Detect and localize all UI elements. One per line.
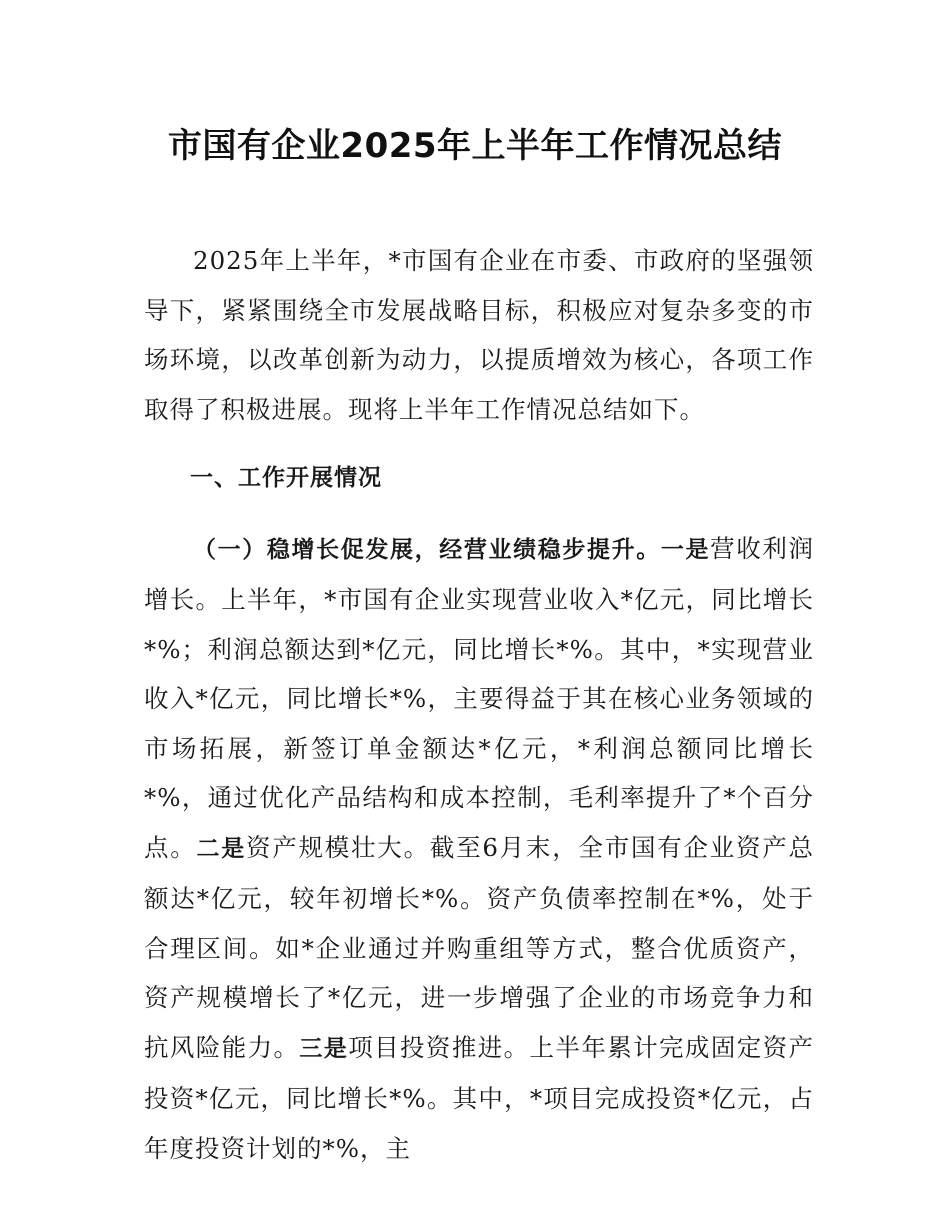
- point-3-text: 项目投资推进。上半年累计完成固定资产投资*亿元，同比增长*%。其中，*项目完成投资*亿元，占年度投资计划的*%，主: [144, 1032, 815, 1163]
- page-title: 市国有企业2025年上半年工作情况总结: [167, 126, 783, 166]
- point-2-text: 资产规模壮大。截至6月末，全市国有企业资产总额达*亿元，较年初增长*%。资产负债率控制在*%，处于合理区间。如*企业通过并购重组等方式，整合优质资产，资产规模增长了*亿元，进一步增强了企业的市场竞争力和抗风险能力。: [144, 832, 814, 1062]
- subsection-paragraph: [144, 524, 814, 1174]
- section-heading: 一、工作开展情况: [190, 465, 382, 491]
- subsection-lead: （一）稳增长促发展，经营业绩稳步提升。: [193, 536, 661, 563]
- point-2-label: 二是: [196, 835, 247, 862]
- point-1-text: 营收利润增长。上半年，*市国有企业实现营业收入*亿元，同比增长*%；利润总额达到*亿元，同比增长*%。其中，*实现营业收入*亿元，同比增长*%，主要得益于其在核心业务领域的市场拓展，新签订单金额达*亿元，*利润总额同比增长*%，通过优化产品结构和成本控制，毛利率提升了*个百分点。: [144, 533, 814, 862]
- document-body: [144, 236, 814, 1173]
- point-3-label: 三是: [299, 1035, 349, 1062]
- point-1-label: 一是: [660, 536, 711, 563]
- intro-paragraph: 2025年上半年，*市国有企业在市委、市政府的坚强领导下，紧紧围绕全市发展战略目标，积极应对复杂多变的市场环境，以改革创新为动力，以提质增效为核心，各项工作取得了积极进展。现将上半年工作情况总结如下。: [144, 246, 814, 424]
